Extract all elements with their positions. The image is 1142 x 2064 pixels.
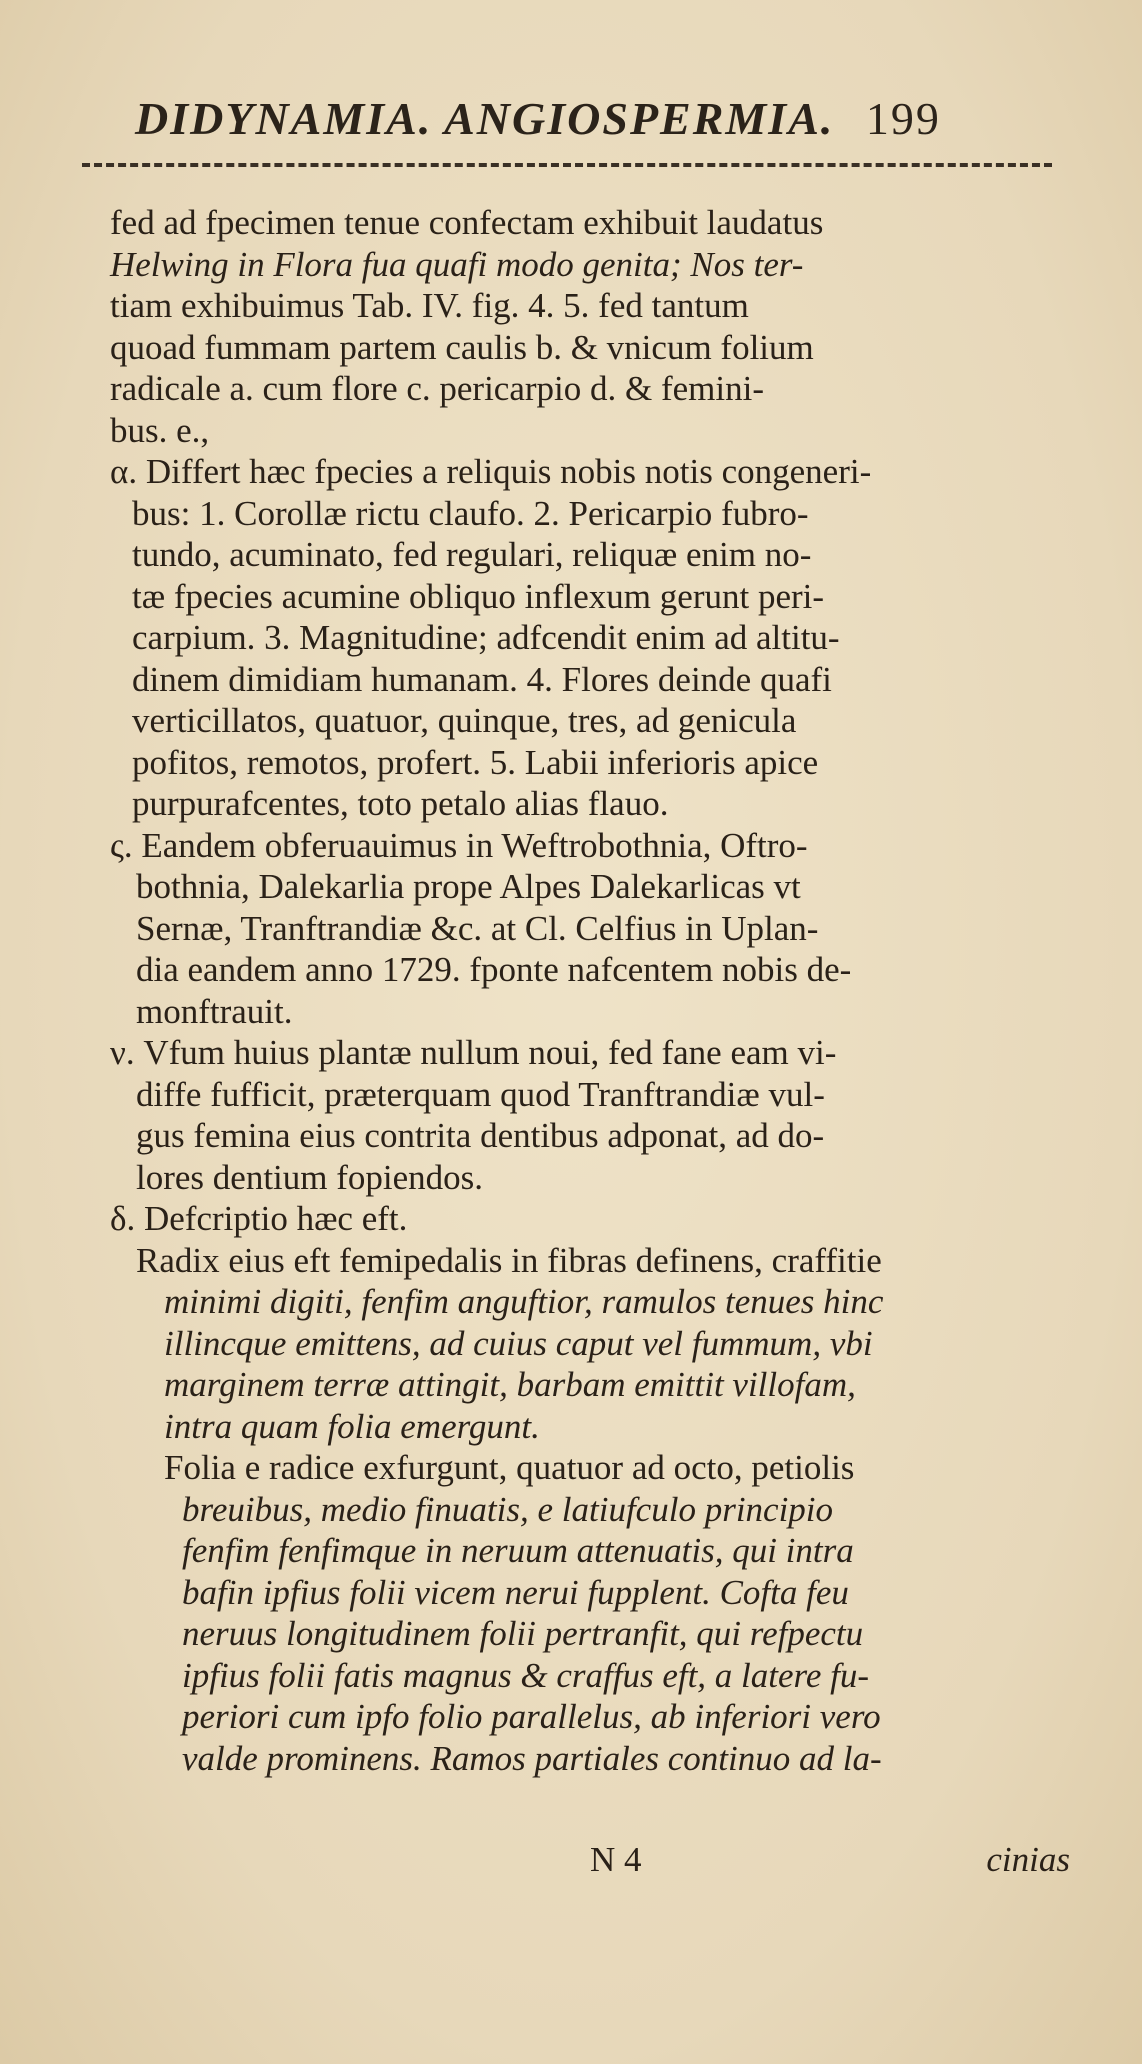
text-line: α. Differt hæc fpecies a reliquis nobis notis congeneri- [110, 452, 872, 491]
text-line: neruus longitudinem folii pertranfit, qui refpectu [182, 1614, 864, 1653]
text-line: breuibus, medio finuatis, e latiufculo principio [182, 1489, 834, 1529]
text-line: bus: 1. Corollæ rictu claufo. 2. Pericarpio fubro- [132, 493, 809, 533]
text-line: tiam exhibuimus Tab. IV. fig. 4. 5. fed tantum [110, 286, 749, 325]
text-line: pofitos, remotos, profert. 5. Labii inferioris apice [132, 742, 819, 782]
text-line: marginem terræ attingit, barbam emittit villofam, [164, 1365, 856, 1404]
header-rule [82, 163, 1052, 167]
text-line: dinem dimidiam humanam. 4. Flores deinde quafi [132, 659, 832, 699]
catchword: cinias [986, 1840, 1070, 1879]
page-footer [110, 1840, 1070, 1880]
text-line: ν. Vfum huius plantæ nullum noui, fed fane eam vi- [110, 1033, 837, 1072]
text-line: purpurafcentes, toto petalo alias flauo. [132, 784, 669, 823]
text-line: ς. Eandem obferuauimus in Weftrobothnia, Oftro- [110, 825, 808, 865]
text-line: bus. e., [110, 410, 210, 450]
text-line: lores dentium fopiendos. [136, 1157, 484, 1197]
text-line: Sernæ, Tranftrandiæ &c. at Cl. Celfius in Uplan- [136, 908, 819, 948]
text-line: δ. Defcriptio hæc eft. [110, 1199, 408, 1238]
text-line: gus femina eius contrita dentibus adponat, ad do- [136, 1116, 825, 1155]
text-line: verticillatos, quatuor, quinque, tres, ad genicula [132, 701, 797, 740]
text-line: intra quam folia emergunt. [164, 1406, 540, 1446]
text-line: bothnia, Dalekarlia prope Alpes Dalekarlicas vt [136, 867, 801, 906]
text-line: Folia e radice exfurgunt, quatuor ad octo, petiolis [164, 1448, 855, 1487]
text-line: tæ fpecies acumine obliquo inflexum gerunt peri- [132, 576, 825, 616]
body-text [110, 202, 1070, 1779]
text-line: minimi digiti, fenfim anguftior, ramulos tenues hinc [164, 1282, 884, 1321]
text-line: quoad fummam partem caulis b. & vnicum folium [110, 327, 814, 367]
text-line: ipfius folii fatis magnus & craffus eft, a latere fu- [182, 1655, 870, 1695]
text-line: bafin ipfius folii vicem nerui fupplent. Cofta feu [182, 1572, 849, 1612]
running-header [135, 92, 1055, 145]
text-line: tundo, acuminato, fed regulari, reliquæ enim no- [132, 535, 812, 574]
signature-mark: N 4 [590, 1840, 642, 1879]
text-line: periori cum ipfo folio parallelus, ab inferiori vero [182, 1697, 881, 1736]
text-line: fenfim fenfimque in neruum attenuatis, qui intra [182, 1531, 854, 1570]
text-line: radicale a. cum flore c. pericarpio d. & femini- [110, 369, 764, 408]
text-line: Helwing in Flora fua quafi modo genita; Nos ter- [110, 244, 804, 284]
text-line: fed ad fpecimen tenue confectam exhibuit laudatus [110, 203, 824, 242]
header-title: DIDYNAMIA. ANGIOSPERMIA. [135, 93, 835, 144]
text-line: diffe fufficit, præterquam quod Tranftrandiæ vul- [136, 1074, 825, 1114]
text-line: illincque emittens, ad cuius caput vel fummum, vbi [164, 1323, 873, 1363]
text-line: carpium. 3. Magnitudine; adfcendit enim ad altitu- [132, 618, 840, 657]
text-line: Radix eius eft femipedalis in fibras definens, craffitie [136, 1240, 882, 1280]
page-number: 199 [865, 93, 941, 144]
text-line: dia eandem anno 1729. fponte nafcentem nobis de- [136, 950, 852, 989]
text-line: monftrauit. [136, 991, 293, 1031]
text-line: valde prominens. Ramos partiales continuo ad la- [182, 1738, 882, 1778]
